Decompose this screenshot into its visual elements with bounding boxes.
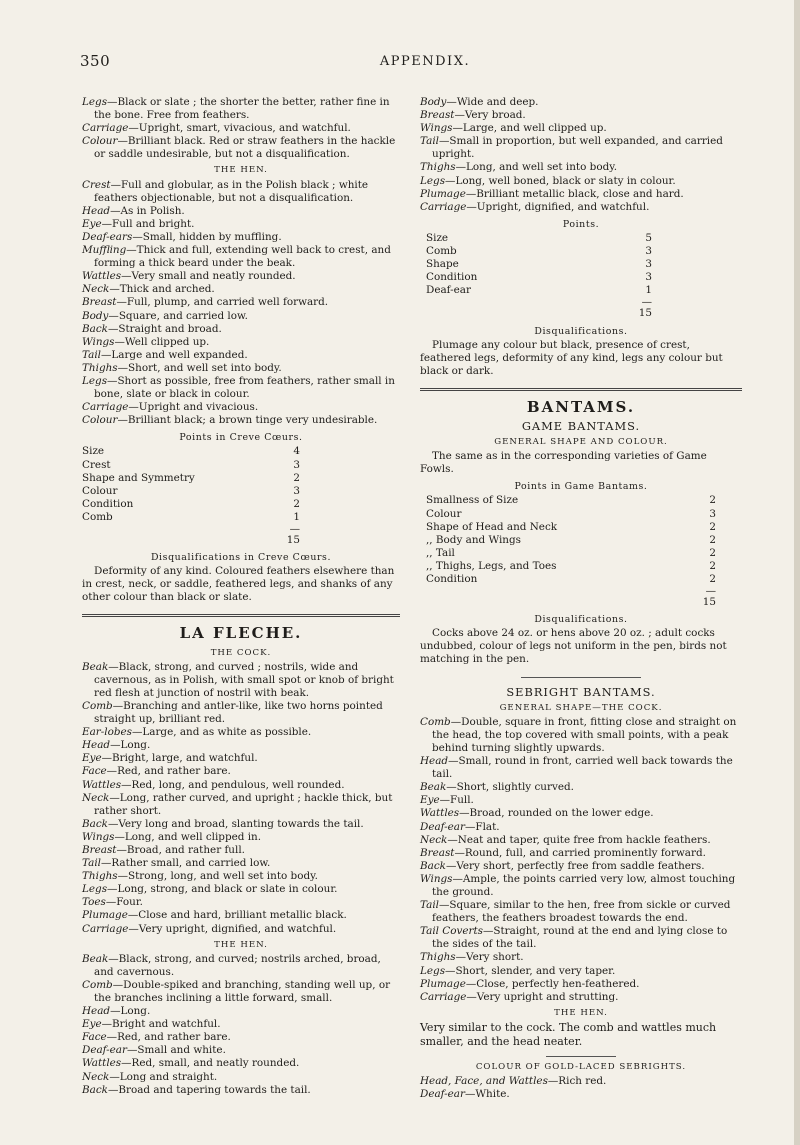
entry-cock-breast: Breast—Broad, and rather full.: [82, 843, 245, 856]
entry-head: Head—Small, round in front, carried well back towards the tail.: [420, 755, 733, 781]
section-hen: THE HEN.: [554, 1007, 608, 1018]
entry-tail: Tail—Small in proportion, but well expanded, and carried upright.: [420, 135, 723, 161]
la-fleche-heading: LA FLECHE.: [179, 624, 303, 643]
gold-laced-heading: COLOUR OF GOLD-LACED SEBRIGHTS.: [475, 1062, 687, 1073]
entry-eye: Eye—Full.: [420, 794, 474, 807]
general-shape-heading: GENERAL SHAPE AND COLOUR.: [494, 437, 668, 448]
entry-cock-plumage: Plumage—Close and hard, brilliant metallic black.: [82, 909, 347, 922]
points-table: [426, 232, 652, 321]
entry-body: Body—Wide and deep.: [420, 96, 539, 108]
entry-hen-face: Face—Red, and rather bare.: [82, 1031, 231, 1044]
sum-rule: —: [705, 585, 716, 598]
entry-cock-head: Head—Long.: [82, 739, 151, 752]
points-total: 15: [286, 534, 300, 546]
points-row: Smallness of Size 2: [426, 494, 716, 507]
entry-plumage: Plumage—Brilliant metallic black, close and hard.: [420, 187, 684, 200]
entry-carriage-2: Carriage—Upright and vivacious.: [82, 401, 259, 414]
entry-neck: Neck—Neat and taper, quite free from hackle feathers.: [420, 833, 711, 846]
entry-crest: Crest—Full and globular, as in the Polish black ; white feathers objectionable, but not a disqualification.: [82, 178, 369, 204]
points-row: Shape 3: [426, 258, 652, 271]
section-divider: [420, 388, 742, 391]
entry-colour: Colour—Brilliant black. Red or straw feathers in the hackle or saddle undesirable, but not a disqualification.: [82, 135, 396, 161]
entry-legs: Legs—Long, well boned, black or slaty in colour.: [420, 174, 676, 187]
entry-hen-back: Back—Broad and tapering towards the tail.: [82, 1083, 311, 1096]
game-bantam-points-title: Points in Game Bantams.: [514, 481, 648, 493]
entry-legs-2: Legs—Short, slender, and very taper.: [420, 964, 616, 977]
entry-plumage-2: Plumage—Close, perfectly hen-feathered.: [420, 977, 640, 990]
entry-cock-legs: Legs—Long, strong, and black or slate in colour.: [82, 883, 338, 896]
entry-carriage: Carriage—Upright, smart, vivacious, and watchful.: [82, 122, 351, 135]
disqualifications-title: Disqualifications.: [534, 325, 628, 337]
same-as-text: The same as in the corresponding varieties of Game Fowls.: [420, 450, 707, 476]
section-hen: THE HEN.: [214, 165, 268, 176]
entry-tail-2: Tail—Square, similar to the hen, free from sickle or curved feathers, the feathers broadest towards the end.: [420, 899, 731, 925]
game-bantam-points-table: [426, 494, 716, 609]
entry-deaf-ear: Deaf-ear—Flat.: [420, 820, 500, 833]
entry-cock-tail: Tail—Rather small, and carried low.: [82, 857, 271, 870]
entry-back: Back—Straight and broad.: [82, 322, 222, 335]
bantams-heading: BANTAMS.: [526, 397, 636, 416]
entry-hen-eye: Eye—Bright and watchful.: [82, 1018, 221, 1031]
short-rule: [546, 1056, 616, 1057]
entry-wattles: Wattles—Broad, rounded on the lower edge.: [420, 807, 654, 820]
points-row: Colour 3: [82, 484, 300, 497]
sum-rule: —: [641, 296, 652, 309]
entry-hen-neck: Neck—Long and straight.: [82, 1070, 218, 1083]
points-row: Comb 1: [82, 510, 300, 523]
page-header: [80, 52, 770, 76]
entry-eye: Eye—Full and bright.: [82, 217, 195, 230]
entry-hen-comb: Comb—Double-spiked and branching, standing well up, or the branches inclining a little forward, small.: [82, 978, 391, 1004]
points-row: Condition 2: [426, 573, 716, 585]
points-table: [82, 445, 300, 547]
points-title: Points in Creve Cœurs.: [179, 432, 303, 444]
entry-comb: Comb—Double, square in front, fitting close and straight on the head, the top covered with small points, with a peak behind turning slightly upwards.: [420, 715, 737, 754]
points-total: 15: [702, 596, 716, 609]
entry-hen-beak: Beak—Black, strong, and curved; nostrils arched, broad, and cavernous.: [82, 952, 381, 978]
entry-cock-neck: Neck—Long, rather curved, and upright ; hackle thick, but rather short.: [82, 791, 393, 817]
entry-hen-head: Head—Long.: [82, 1005, 151, 1018]
entry-tail-coverts: Tail Coverts—Straight, round at the end and lying close to the sides of the tail.: [420, 925, 728, 951]
points-row: ,, Thighs, Legs, and Toes 2: [426, 559, 716, 572]
entry-cock-ear-lobes: Ear-lobes—Large, and as white as possible.: [82, 726, 312, 739]
sebright-heading: SEBRIGHT BANTAMS.: [506, 684, 656, 699]
left-column: [82, 96, 400, 1097]
entry-carriage: Carriage—Upright, dignified, and watchful.: [420, 200, 650, 213]
section-divider: [82, 614, 400, 617]
entry-deaf-ear-2: Deaf-ear—White.: [420, 1088, 510, 1101]
section-hen-2: THE HEN.: [214, 939, 268, 950]
entry-breast: Breast—Very broad.: [420, 109, 526, 122]
entry-body: Body—Square, and carried low.: [82, 309, 248, 322]
entry-cock-wings: Wings—Long, and well clipped in.: [82, 830, 262, 843]
entry-hen-deaf-ear: Deaf-ear—Small and white.: [82, 1044, 226, 1057]
entry-legs: Legs—Black or slate ; the shorter the better, rather fine in the bone. Free from feathers.: [82, 96, 390, 122]
entry-thighs: Thighs—Short, and well set into body.: [82, 361, 282, 374]
entry-cock-thighs: Thighs—Strong, long, and well set into body.: [82, 870, 318, 883]
entry-breast: Breast—Full, plump, and carried well forward.: [82, 296, 329, 309]
entry-breast-2: Breast—Round, full, and carried prominently forward.: [420, 846, 706, 859]
entry-wings: Wings—Well clipped up.: [82, 335, 210, 348]
entry-tail: Tail—Large and well expanded.: [82, 348, 248, 361]
entry-cock-back: Back—Very long and broad, slanting towards the tail.: [82, 817, 364, 830]
points-row: Comb 3: [426, 245, 652, 258]
entry-muffling: Muffling—Thick and full, extending well back to crest, and forming a thick beard under the beak.: [82, 244, 391, 270]
entry-neck: Neck—Thick and arched.: [82, 283, 215, 296]
entry-cock-toes: Toes—Four.: [82, 896, 143, 909]
entry-thighs-2: Thighs—Very short.: [420, 951, 524, 964]
entry-head: Head—As in Polish.: [82, 204, 185, 217]
game-bantam-disqualifications-title: Disqualifications.: [534, 614, 628, 626]
points-row: Colour 3: [426, 507, 716, 520]
entry-cock-eye: Eye—Bright, large, and watchful.: [82, 752, 258, 765]
points-row: Size 5: [426, 231, 652, 244]
entry-cock-carriage: Carriage—Very upright, dignified, and watchful.: [82, 922, 337, 935]
entry-beak: Beak—Short, slightly curved.: [420, 781, 574, 794]
points-row: Deaf-ear 1: [426, 284, 652, 297]
page-edge: [794, 0, 800, 1145]
section-cock: THE COCK.: [210, 647, 272, 658]
points-row: ,, Body and Wings 2: [426, 533, 716, 546]
points-row: Shape and Symmetry 2: [82, 471, 300, 484]
hen-text: Very similar to the cock. The comb and wattles much smaller, and the head neater.: [420, 1020, 717, 1048]
disqualifications-text: Plumage any colour but black, presence of crest, feathered legs, deformity of any kind, legs any colour but black or dark.: [420, 338, 723, 377]
points-row: Condition 2: [82, 497, 300, 510]
entry-cock-wattles: Wattles—Red, long, and pendulous, well rounded.: [82, 778, 345, 791]
entry-cock-face: Face—Red, and rather bare.: [82, 765, 231, 778]
entry-wattles: Wattles—Very small and neatly rounded.: [82, 270, 296, 283]
entry-carriage-2: Carriage—Very upright and strutting.: [420, 990, 619, 1003]
points-row: ,, Tail 2: [426, 546, 716, 559]
disqualifications-title: Disqualifications in Creve Cœurs.: [150, 552, 332, 564]
entry-wings: Wings—Large, and well clipped up.: [420, 122, 607, 135]
points-row: Size 4: [82, 445, 300, 458]
entry-colour-2: Colour—Brilliant black; a brown tinge very undesirable.: [82, 414, 378, 427]
page-number: 350: [80, 52, 111, 70]
short-rule: [521, 677, 641, 678]
entry-wings-2: Wings—Ample, the points carried very low, almost touching the ground.: [420, 872, 736, 898]
running-title: APPENDIX.: [379, 54, 471, 69]
entry-cock-comb: Comb—Branching and antler-like, like two horns pointed straight up, brilliant red.: [82, 699, 383, 726]
points-row: Shape of Head and Neck 2: [426, 520, 716, 533]
points-row: Crest 3: [82, 458, 300, 471]
points-row: Condition 3: [426, 271, 652, 284]
points-total: 15: [638, 307, 652, 320]
points-title: Points.: [562, 218, 600, 230]
entry-thighs: Thighs—Long, and well set into body.: [420, 161, 618, 174]
entry-hen-wattles: Wattles—Red, small, and neatly rounded.: [82, 1057, 300, 1070]
entry-legs-2: Legs—Short as possible, free from feathers, rather small in bone, slate or black in colour.: [82, 374, 395, 401]
entry-cock-beak: Beak—Black, strong, and curved ; nostrils, wide and cavernous, as in Polish, with small spot or knob of bright red flesh at junction of nostril with beak.: [82, 660, 394, 699]
disqualifications-text: Deformity of any kind. Coloured feathers elsewhere than in crest, neck, or saddle, feathered legs, and shanks of any other colour than black or slate.: [82, 565, 395, 604]
entry-head-face-wattles: Head, Face, and Wattles—Rich red.: [420, 1075, 607, 1088]
game-bantam-disqualifications-text: Cocks above 24 oz. or hens above 20 oz. ; adult cocks undubbed, colour of legs not uniform in the pen, birds not matching in the pen.: [420, 627, 727, 666]
right-column: [420, 96, 742, 1101]
entry-back: Back—Very short, perfectly free from saddle feathers.: [420, 859, 705, 872]
entry-deaf-ears: Deaf-ears—Small, hidden by muffling.: [82, 230, 282, 243]
sebright-subheading: GENERAL SHAPE—THE COCK.: [499, 702, 663, 713]
sum-rule: —: [289, 523, 300, 535]
game-bantams-heading: GAME BANTAMS.: [521, 418, 641, 433]
